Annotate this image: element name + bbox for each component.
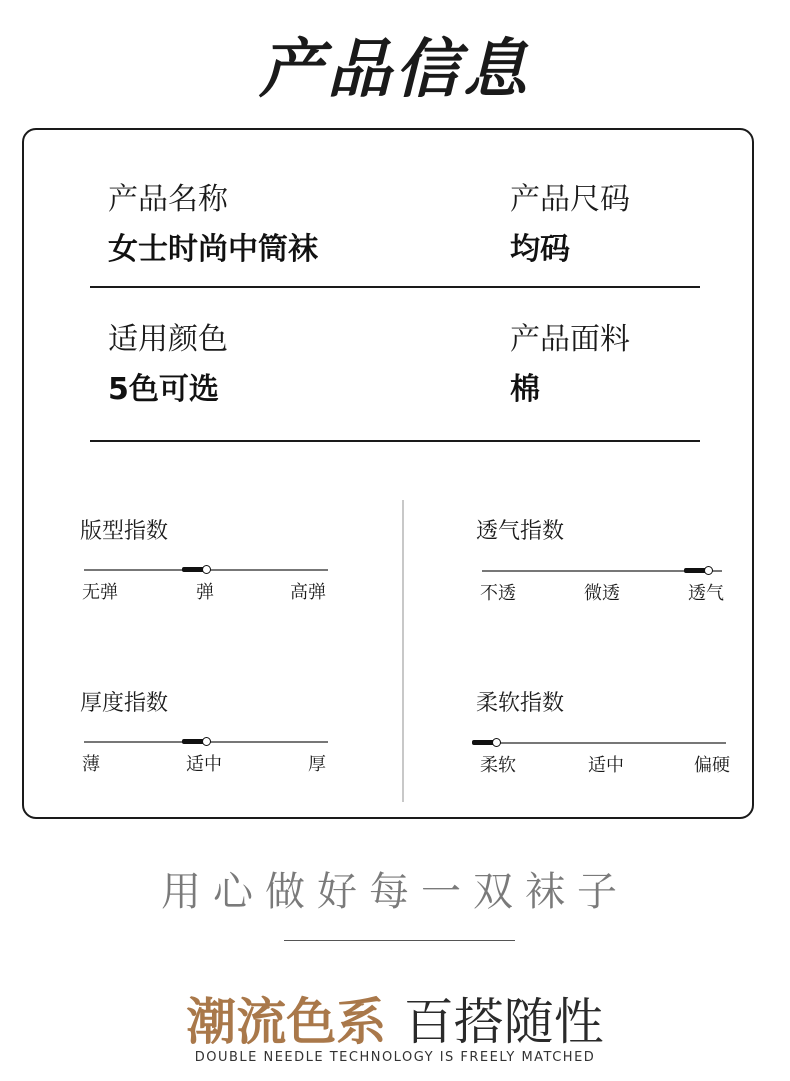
- tagline-rest: 百搭随性: [403, 993, 604, 1051]
- index-title: 柔软指数: [476, 691, 565, 716]
- divider-1: [90, 286, 700, 288]
- tick-label: 厚: [308, 754, 326, 775]
- index-marker: [492, 738, 501, 747]
- page-title: 产品信息: [259, 33, 531, 107]
- product-color-value: 5色可选: [108, 372, 219, 407]
- index-title: 厚度指数: [80, 691, 169, 716]
- tick-label: 柔软: [480, 755, 516, 776]
- index-track: [482, 742, 726, 744]
- product-name-value: 女士时尚中筒袜: [108, 232, 318, 267]
- tick-label: 微透: [584, 583, 620, 604]
- product-name-label: 产品名称: [108, 182, 228, 217]
- subtitle: DOUBLE NEEDLE TECHNOLOGY IS FREELY MATCHED: [194, 1050, 596, 1065]
- tick-label: 高弹: [290, 582, 326, 603]
- product-size-label: 产品尺码: [510, 182, 630, 217]
- tick-label: 偏硬: [694, 755, 730, 776]
- index-marker: [202, 737, 211, 746]
- index-marker: [704, 566, 713, 575]
- tick-label: 适中: [588, 755, 624, 776]
- divider-2: [90, 440, 700, 442]
- product-size-value: 均码: [510, 232, 570, 267]
- tick-label: 透气: [688, 583, 724, 604]
- product-color-label: 适用颜色: [108, 322, 228, 357]
- tick-label: 薄: [82, 754, 100, 775]
- slogan-divider: [284, 940, 515, 941]
- product-fabric-label: 产品面料: [510, 322, 630, 357]
- product-info-card: [22, 128, 754, 819]
- slogan: 用心做好每一双袜子: [161, 869, 629, 915]
- product-fabric-value: 棉: [510, 372, 540, 407]
- index-title: 版型指数: [80, 519, 169, 544]
- tick-label: 适中: [186, 754, 222, 775]
- tagline: [0, 982, 790, 1054]
- index-title: 透气指数: [476, 519, 565, 544]
- tick-label: 无弹: [82, 582, 118, 603]
- tagline-accent: 潮流色系: [186, 993, 387, 1051]
- tick-label: 弹: [196, 582, 214, 603]
- vertical-divider: [402, 500, 404, 802]
- tick-label: 不透: [480, 583, 516, 604]
- index-marker: [202, 565, 211, 574]
